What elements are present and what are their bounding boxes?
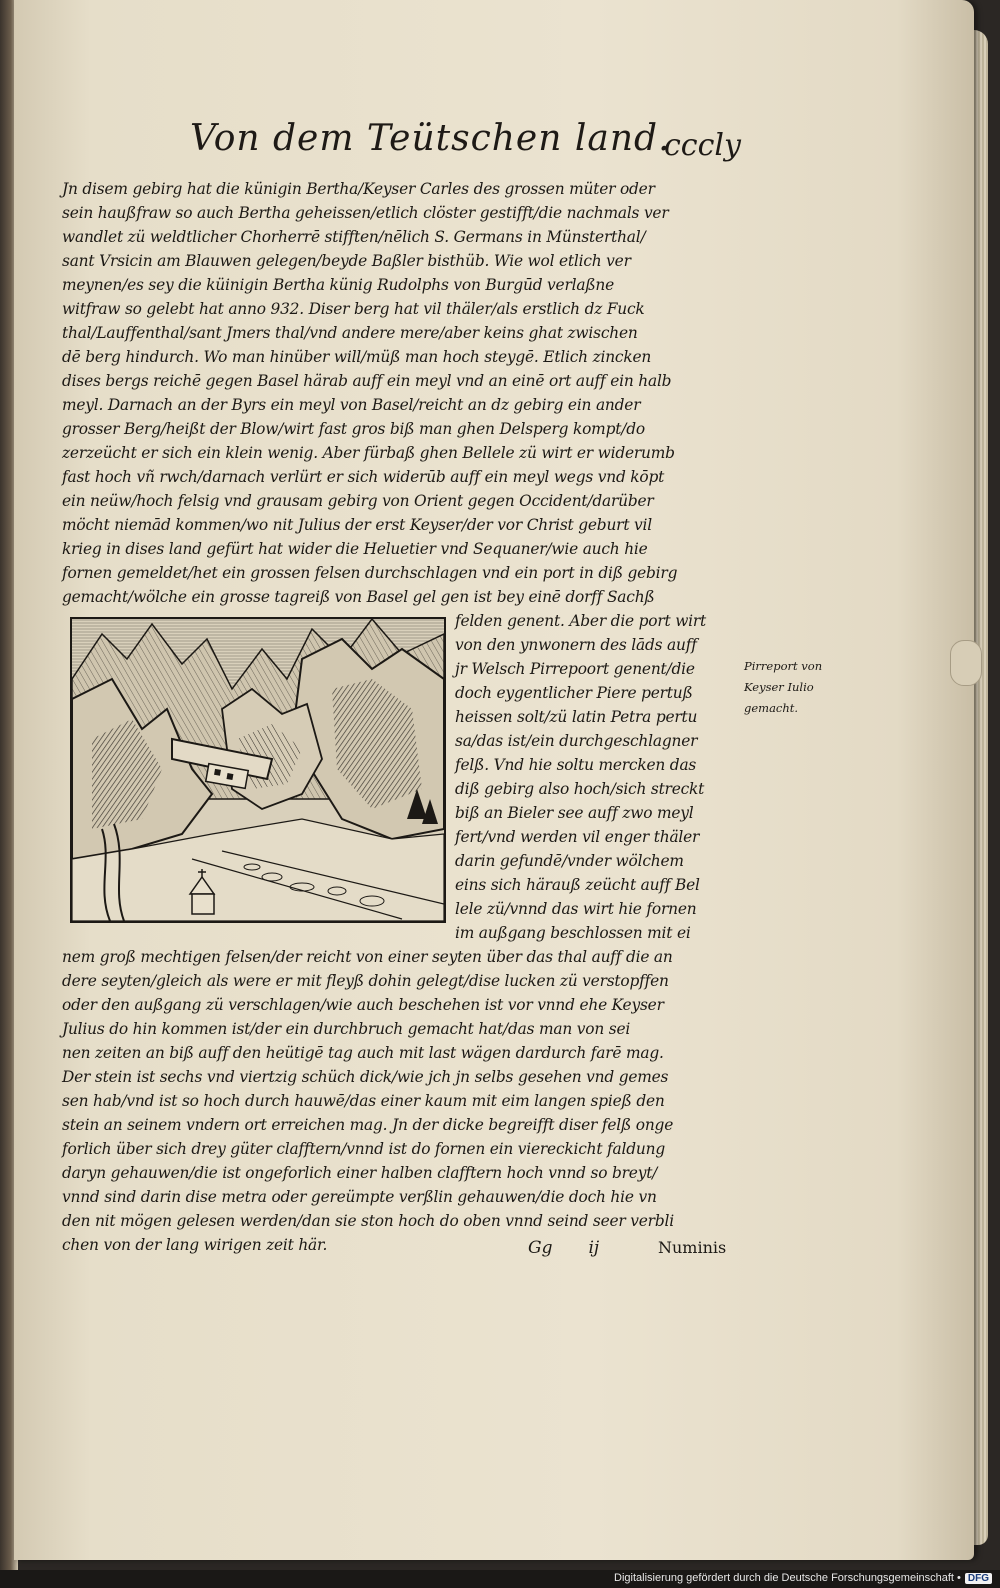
text-line: nem groß mechtigen felsen/der reicht von einer seyten über das thal auff die an — [62, 948, 673, 966]
text-line: den nit mögen gelesen werden/dan sie ston hoch do oben vnnd seind seer verbli — [62, 1212, 674, 1230]
text-line: dere seyten/gleich als were er mit fleyß dohin gelegt/dise lucken zü verstopffen — [62, 972, 669, 990]
text-line: stein an seinem vndern ort erreichen mag. Jn der dicke begreifft diser felß onge — [62, 1116, 674, 1134]
signature-letters: Gg — [528, 1238, 553, 1258]
text-line: forlich über sich drey güter clafftern/vnnd ist do fornen ein viereckicht faldung — [62, 1140, 665, 1158]
text-line: möcht niemād kommen/wo nit Julius der erst Keyser/der vor Christ geburt vil — [62, 516, 652, 534]
text-line: Jn disem gebirg hat die künigin Bertha/Keyser Carles des grossen müter oder — [62, 180, 655, 198]
text-line: fast hoch vñ rwch/darnach verlürt er sich widerūb auff ein meyl wegs vnd kōpt — [62, 468, 665, 486]
dfg-logo: DFG — [965, 1573, 992, 1584]
side-text-line: diß gebirg also hoch/sich streckt — [455, 780, 705, 798]
text-line: fornen gemeldet/het ein grossen felsen durchschlagen vnd ein port in diß gebirg — [62, 564, 678, 582]
woodcut-illustration — [70, 617, 446, 923]
margin-note-line: gemacht. — [744, 701, 799, 715]
signature-mark — [528, 1238, 635, 1258]
running-head: Von dem Teütschen land. — [190, 118, 671, 159]
text-line: grosser Berg/heißt der Blow/wirt fast gros biß man ghen Delsperg kompt/do — [62, 420, 645, 438]
text-line: Julius do hin kommen ist/der ein durchbruch gemacht hat/das man von sei — [62, 1020, 631, 1038]
text-line: dē berg hindurch. Wo man hinüber will/müß man hoch steygē. Etlich zincken — [62, 348, 652, 366]
text-line: meynen/es sey die küinigin Bertha künig Rudolphs von Burgūd verlaßne — [62, 276, 615, 294]
text-line: vnnd sind darin dise metra oder gereümpte verßlin gehauwen/die doch hie vn — [62, 1188, 657, 1206]
side-text-line: darin gefundē/vnder wölchem — [455, 852, 684, 870]
credit-text: Digitalisierung gefördert durch die Deutsche Forschungsgemeinschaft • — [614, 1572, 961, 1584]
text-line: daryn gehauwen/die ist ongeforlich einer halben clafftern hoch vnnd so breyt/ — [62, 1164, 658, 1182]
side-text-line: sa/das ist/ein durchgeschlagner — [455, 732, 698, 750]
side-text-line: eins sich härauß zeücht auff Bel — [455, 876, 700, 894]
margin-note-line: Keyser Iulio — [744, 680, 814, 694]
digitization-credit — [614, 1572, 992, 1584]
margin-note-line: Pirreport von — [744, 659, 823, 673]
side-text-line: heissen solt/zü latin Petra pertu — [455, 708, 698, 726]
text-line: thal/Lauffenthal/sant Jmers thal/vnd andere mere/aber keins ghat zwischen — [62, 324, 638, 342]
side-text-line: lele zü/vnnd das wirt hie fornen — [455, 900, 697, 918]
text-line: chen von der lang wirigen zeit här. — [62, 1236, 328, 1254]
side-text-line: biß an Bieler see auff zwo meyl — [455, 804, 694, 822]
page-clip — [950, 640, 982, 686]
text-line: sein haußfraw so auch Bertha geheissen/etlich clöster gestifft/die nachmals ver — [62, 204, 669, 222]
folio-number: cccly — [664, 128, 741, 163]
side-text-line: felden genent. Aber die port wirt — [455, 612, 707, 630]
signature-number: ij — [588, 1238, 600, 1258]
text-line: meyl. Darnach an der Byrs ein meyl von Basel/reicht an dz gebirg ein ander — [62, 396, 641, 414]
side-text-line: fert/vnd werden vil enger thäler — [455, 828, 700, 846]
text-line: ein neüw/hoch felsig vnd grausam gebirg von Orient gegen Occident/darüber — [62, 492, 654, 510]
text-line: dises bergs reichē gegen Basel härab auff ein meyl vnd an einē ort auff ein halb — [62, 372, 672, 390]
text-line: sant Vrsicin am Blauwen gelegen/beyde Baßler bisthüb. Wie wol etlich ver — [62, 252, 631, 270]
margin-note — [744, 656, 844, 719]
text-line: nen zeiten an biß auff den heütigē tag auch mit last wägen dardurch farē mag. — [62, 1044, 664, 1062]
mountain-pass-woodcut — [72, 619, 444, 921]
text-line: krieg in dises land gefürt hat wider die Heluetier vnd Sequaner/wie auch hie — [62, 540, 648, 558]
text-line: Der stein ist sechs vnd viertzig schüch dick/wie jch jn selbs gesehen vnd gemes — [62, 1068, 669, 1086]
text-line: oder den außgang zü verschlagen/wie auch beschehen ist vor vnnd ehe Keyser — [62, 996, 664, 1014]
side-text-line: felß. Vnd hie soltu mercken das — [455, 756, 697, 774]
text-line: gemacht/wölche ein grosse tagreiß von Basel gel gen ist bey einē dorff Sachß — [62, 588, 655, 606]
side-text-line: jr Welsch Pirrepoort genent/die — [455, 660, 695, 678]
text-line: witfraw so gelebt hat anno 932. Diser berg hat vil thäler/als erstlich dz Fuck — [62, 300, 645, 318]
catchword: Numinis — [658, 1238, 727, 1257]
text-line: zerzeücht er sich ein klein wenig. Aber fürbaß ghen Bellele zü wirt er widerumb — [62, 444, 675, 462]
side-text-line: von den ynwonern des lāds auff — [455, 636, 697, 654]
text-line: sen hab/vnd ist so hoch durch hauwē/das einer kaum mit eim langen spieß den — [62, 1092, 665, 1110]
text-line: wandlet zü weldtlicher Chorherrē stifften/nēlich S. Germans in Münsterthal/ — [62, 228, 646, 246]
side-text-line: doch eygentlicher Piere pertuß — [455, 684, 693, 702]
side-text-line: im außgang beschlossen mit ei — [455, 924, 691, 942]
